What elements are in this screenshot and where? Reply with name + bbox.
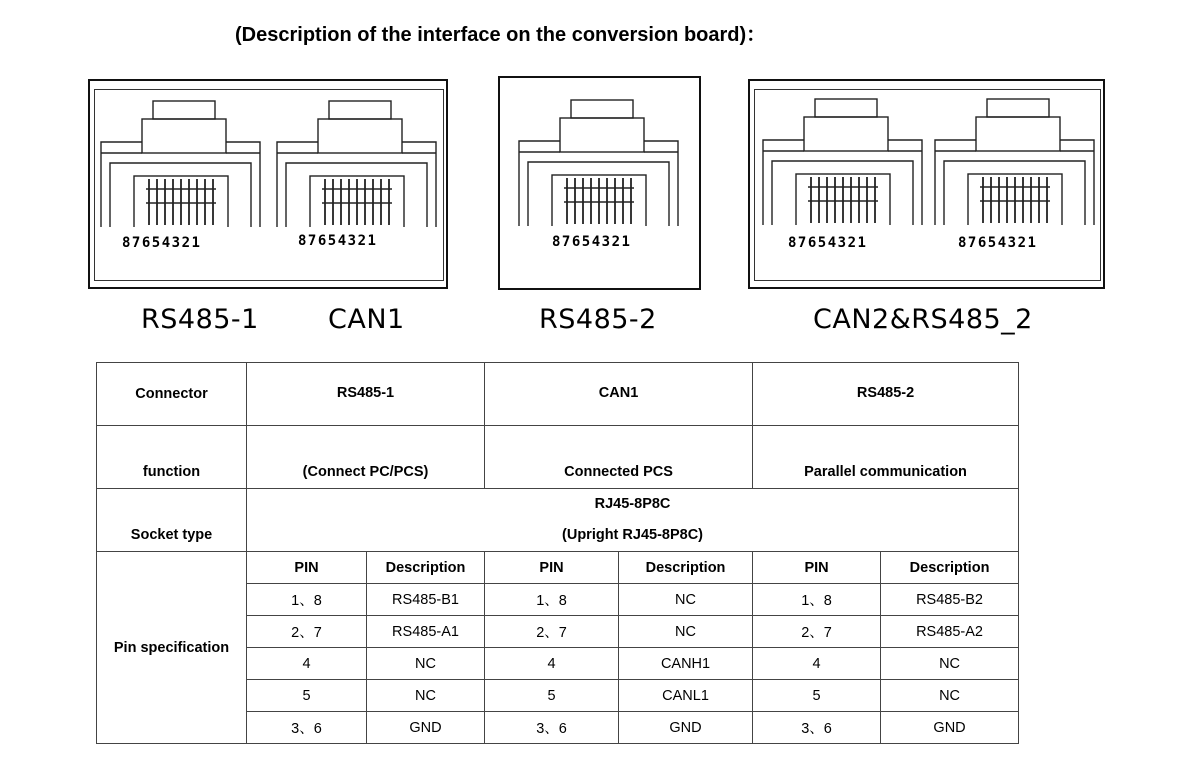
rj45-jack-icon — [274, 97, 439, 227]
row-label-socket-type: Socket type — [97, 489, 247, 552]
table-cell: GND — [367, 712, 485, 744]
description-header: Description — [619, 552, 753, 584]
row-label-function: function — [97, 426, 247, 489]
pin-specification-table — [96, 362, 1019, 744]
function-cell: Parallel communication — [753, 426, 1019, 489]
table-cell: 3、6 — [753, 712, 881, 744]
connector-cell: RS485-2 — [753, 363, 1019, 426]
connector-cell: CAN1 — [485, 363, 753, 426]
table-cell: 4 — [247, 648, 367, 680]
table-cell: 3、6 — [247, 712, 367, 744]
description-header: Description — [881, 552, 1019, 584]
table-cell: 1、8 — [753, 584, 881, 616]
socket-type-cell — [247, 489, 1019, 552]
function-cell: (Connect PC/PCS) — [247, 426, 485, 489]
table-cell: 1、8 — [247, 584, 367, 616]
table-cell: 2、7 — [247, 616, 367, 648]
connector-panel-rs485-2 — [498, 76, 701, 290]
table-cell: 5 — [753, 680, 881, 712]
row-label-pin-spec: Pin specification — [97, 552, 247, 744]
table-cell: RS485-A1 — [367, 616, 485, 648]
table-cell: NC — [367, 648, 485, 680]
table-cell: RS485-A2 — [881, 616, 1019, 648]
pin-numbers: 87654321 — [958, 235, 1038, 251]
function-row — [97, 426, 1019, 489]
table-cell: 2、7 — [485, 616, 619, 648]
table-cell: NC — [619, 584, 753, 616]
port-label-can1: CAN1 — [328, 304, 405, 335]
table-cell: CANH1 — [619, 648, 753, 680]
pin-numbers: 87654321 — [788, 235, 868, 251]
connector-panel-can2-rs485-2 — [748, 79, 1105, 289]
pin-header-row — [97, 552, 1019, 584]
table-cell: 4 — [753, 648, 881, 680]
port-label-rs485-2: RS485-2 — [539, 304, 657, 335]
table-cell: 2、7 — [753, 616, 881, 648]
table-cell: NC — [367, 680, 485, 712]
rj45-jack-icon — [516, 96, 681, 226]
table-cell: RS485-B1 — [367, 584, 485, 616]
table-cell: 4 — [485, 648, 619, 680]
socket-type-row — [97, 489, 1019, 552]
pin-header: PIN — [485, 552, 619, 584]
table-cell: GND — [881, 712, 1019, 744]
port-label-rs485-1: RS485-1 — [141, 304, 259, 335]
connector-cell: RS485-1 — [247, 363, 485, 426]
rj45-jack-icon — [760, 95, 925, 225]
rj45-jack-icon — [932, 95, 1097, 225]
connector-row — [97, 363, 1019, 426]
socket-type-line: RJ45-8P8C — [594, 496, 671, 512]
table-cell: 1、8 — [485, 584, 619, 616]
pin-header: PIN — [753, 552, 881, 584]
pin-header: PIN — [247, 552, 367, 584]
table-cell: 5 — [485, 680, 619, 712]
table-cell: 3、6 — [485, 712, 619, 744]
table-cell: GND — [619, 712, 753, 744]
pin-numbers: 87654321 — [552, 234, 632, 250]
function-cell: Connected PCS — [485, 426, 753, 489]
page-title: (Description of the interface on the conversion board)： — [235, 24, 767, 46]
port-label-can2-rs485-2: CAN2&RS485_2 — [813, 304, 1033, 335]
row-label-connector: Connector — [97, 363, 247, 426]
rj45-jack-icon — [98, 97, 263, 227]
socket-type-line: (Upright RJ45-8P8C) — [562, 527, 704, 543]
table-cell: NC — [881, 648, 1019, 680]
table-cell: RS485-B2 — [881, 584, 1019, 616]
table-cell: CANL1 — [619, 680, 753, 712]
description-header: Description — [367, 552, 485, 584]
pin-numbers: 87654321 — [298, 233, 378, 249]
table-cell: 5 — [247, 680, 367, 712]
table-cell: NC — [619, 616, 753, 648]
pin-numbers: 87654321 — [122, 235, 202, 251]
table-cell: NC — [881, 680, 1019, 712]
connector-panel-rs485-1-can1 — [88, 79, 448, 289]
